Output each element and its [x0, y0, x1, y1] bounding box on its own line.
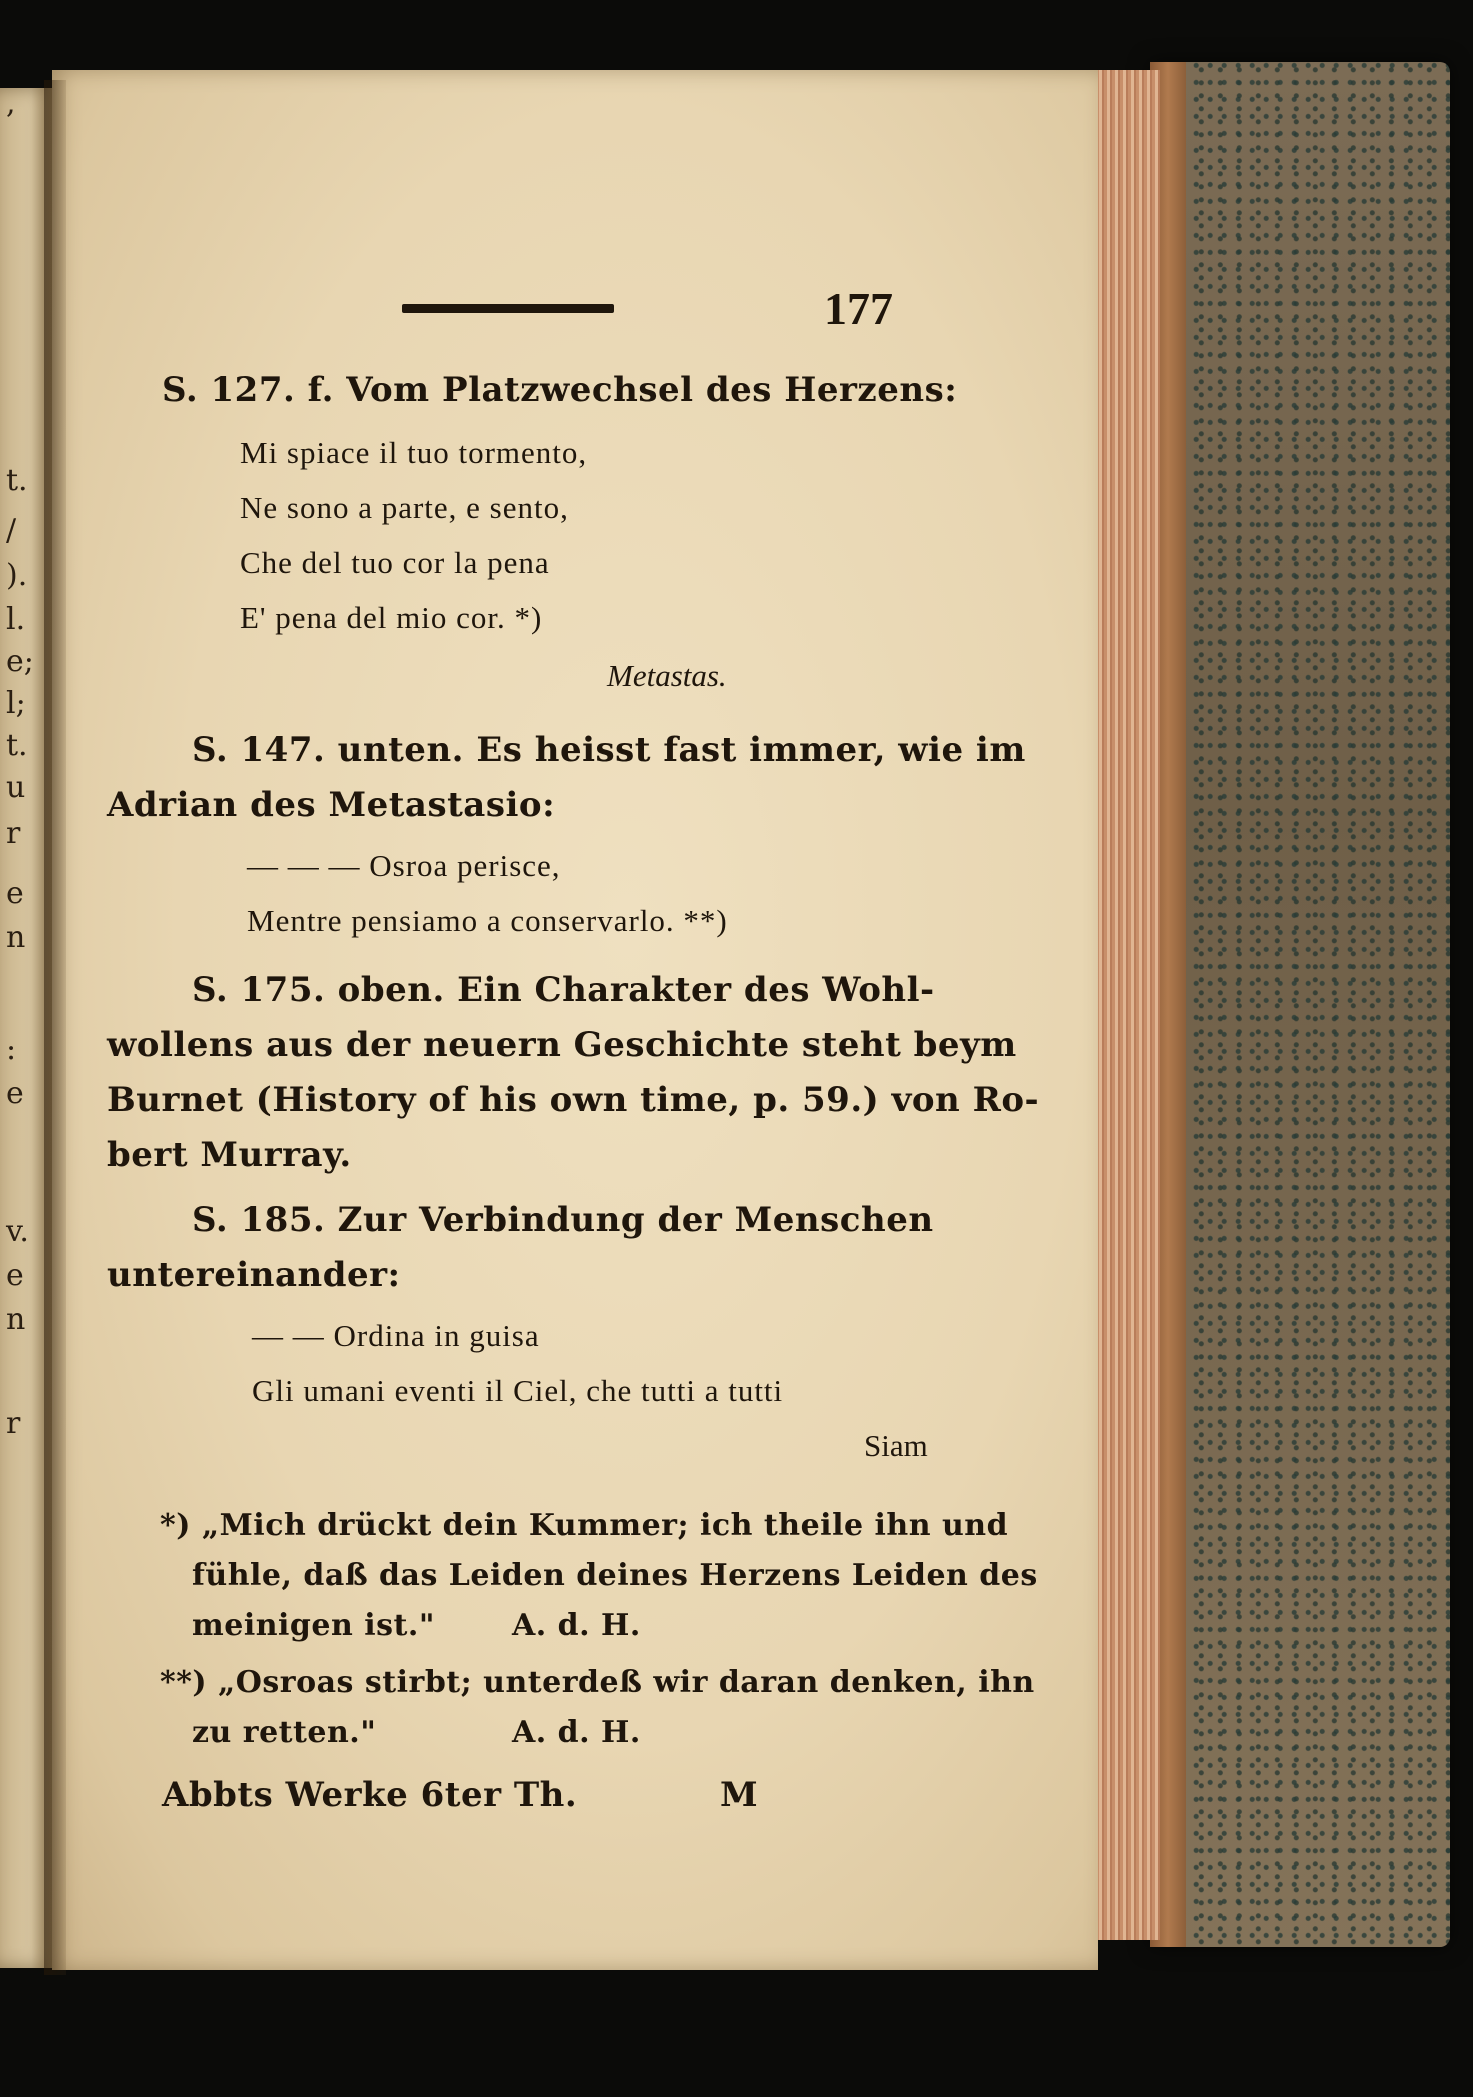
gutter-shadow	[44, 80, 66, 1975]
facing-page-fragment: e	[6, 1258, 24, 1293]
verse-line: E' pena del mio cor. *)	[240, 600, 543, 635]
facing-page-fragment: :	[6, 1032, 17, 1067]
signature-line: Abbts Werke 6ter Th.	[162, 1775, 578, 1815]
quote-line: Mentre pensiamo a conservarlo. **)	[247, 903, 728, 938]
page-number: 177	[824, 283, 893, 334]
footnote-line: meinigen ist."	[192, 1608, 435, 1643]
verse-line: Mi spiace il tuo tormento,	[240, 435, 588, 470]
paragraph-line: wollens aus der neuern Geschichte steht beym	[107, 1025, 1017, 1065]
facing-page-fragment: v.	[6, 1214, 29, 1249]
facing-page-fragment: t.	[6, 463, 28, 498]
verse-line: Che del tuo cor la pena	[240, 545, 550, 580]
facing-page-fragment: t.	[6, 728, 28, 763]
facing-page-fragment: r	[6, 1406, 21, 1441]
header-rule	[402, 304, 614, 313]
facing-page-fragment: /	[6, 513, 17, 548]
section-heading: S. 127. f. Vom Platzwechsel des Herzens:	[162, 370, 958, 410]
footnote-line: *) „Mich drückt dein Kummer; ich theile ihn und	[160, 1508, 1009, 1543]
paragraph-line: S. 147. unten. Es heisst fast immer, wie im	[192, 730, 1026, 770]
paragraph-line: S. 185. Zur Verbindung der Menschen	[192, 1200, 934, 1240]
facing-page-fragment: l;	[6, 686, 26, 721]
paragraph-line: Adrian des Metastasio:	[107, 785, 556, 825]
paragraph-line: bert Murray.	[107, 1135, 352, 1175]
facing-page-fragment: e;	[6, 644, 34, 679]
facing-page-fragment: u	[6, 770, 26, 805]
footnote-line: zu retten."	[192, 1715, 377, 1750]
signature-mark: M	[720, 1775, 759, 1815]
paragraph-line: Burnet (History of his own time, p. 59.) von Ro-	[107, 1080, 1040, 1120]
book-cover	[1150, 62, 1450, 1947]
paragraph-line: S. 175. oben. Ein Charakter des Wohl-	[192, 970, 935, 1010]
facing-page-fragment: n	[6, 920, 26, 955]
catchword: Siam	[864, 1428, 928, 1463]
page-block-edges	[1088, 70, 1160, 1940]
quote-line: Gli umani eventi il Ciel, che tutti a tutti	[252, 1373, 784, 1408]
attribution: Metastas.	[607, 658, 727, 693]
footnote-line: **) „Osroas stirbt; unterdeß wir daran denken, ihn	[160, 1665, 1035, 1700]
quote-line: — — Ordina in guisa	[252, 1318, 540, 1353]
facing-page-fragment: n	[6, 1302, 26, 1337]
facing-page-fragment: r	[6, 816, 21, 851]
quote-line: — — — Osroa perisce,	[247, 848, 561, 883]
facing-page-fragment: ,	[6, 86, 16, 121]
book-page	[52, 70, 1098, 1970]
facing-page-fragment: e	[6, 1076, 24, 1111]
footnote-line: fühle, daß das Leiden deines Herzens Leiden des	[192, 1558, 1038, 1593]
verse-line: Ne sono a parte, e sento,	[240, 490, 569, 525]
facing-page-fragment: e	[6, 876, 24, 911]
facing-page-fragment: l.	[6, 602, 26, 637]
footnote-signature: A. d. H.	[512, 1715, 641, 1750]
paragraph-line: untereinander:	[107, 1255, 401, 1295]
facing-page-fragment: ).	[6, 558, 28, 593]
footnote-signature: A. d. H.	[512, 1608, 641, 1643]
